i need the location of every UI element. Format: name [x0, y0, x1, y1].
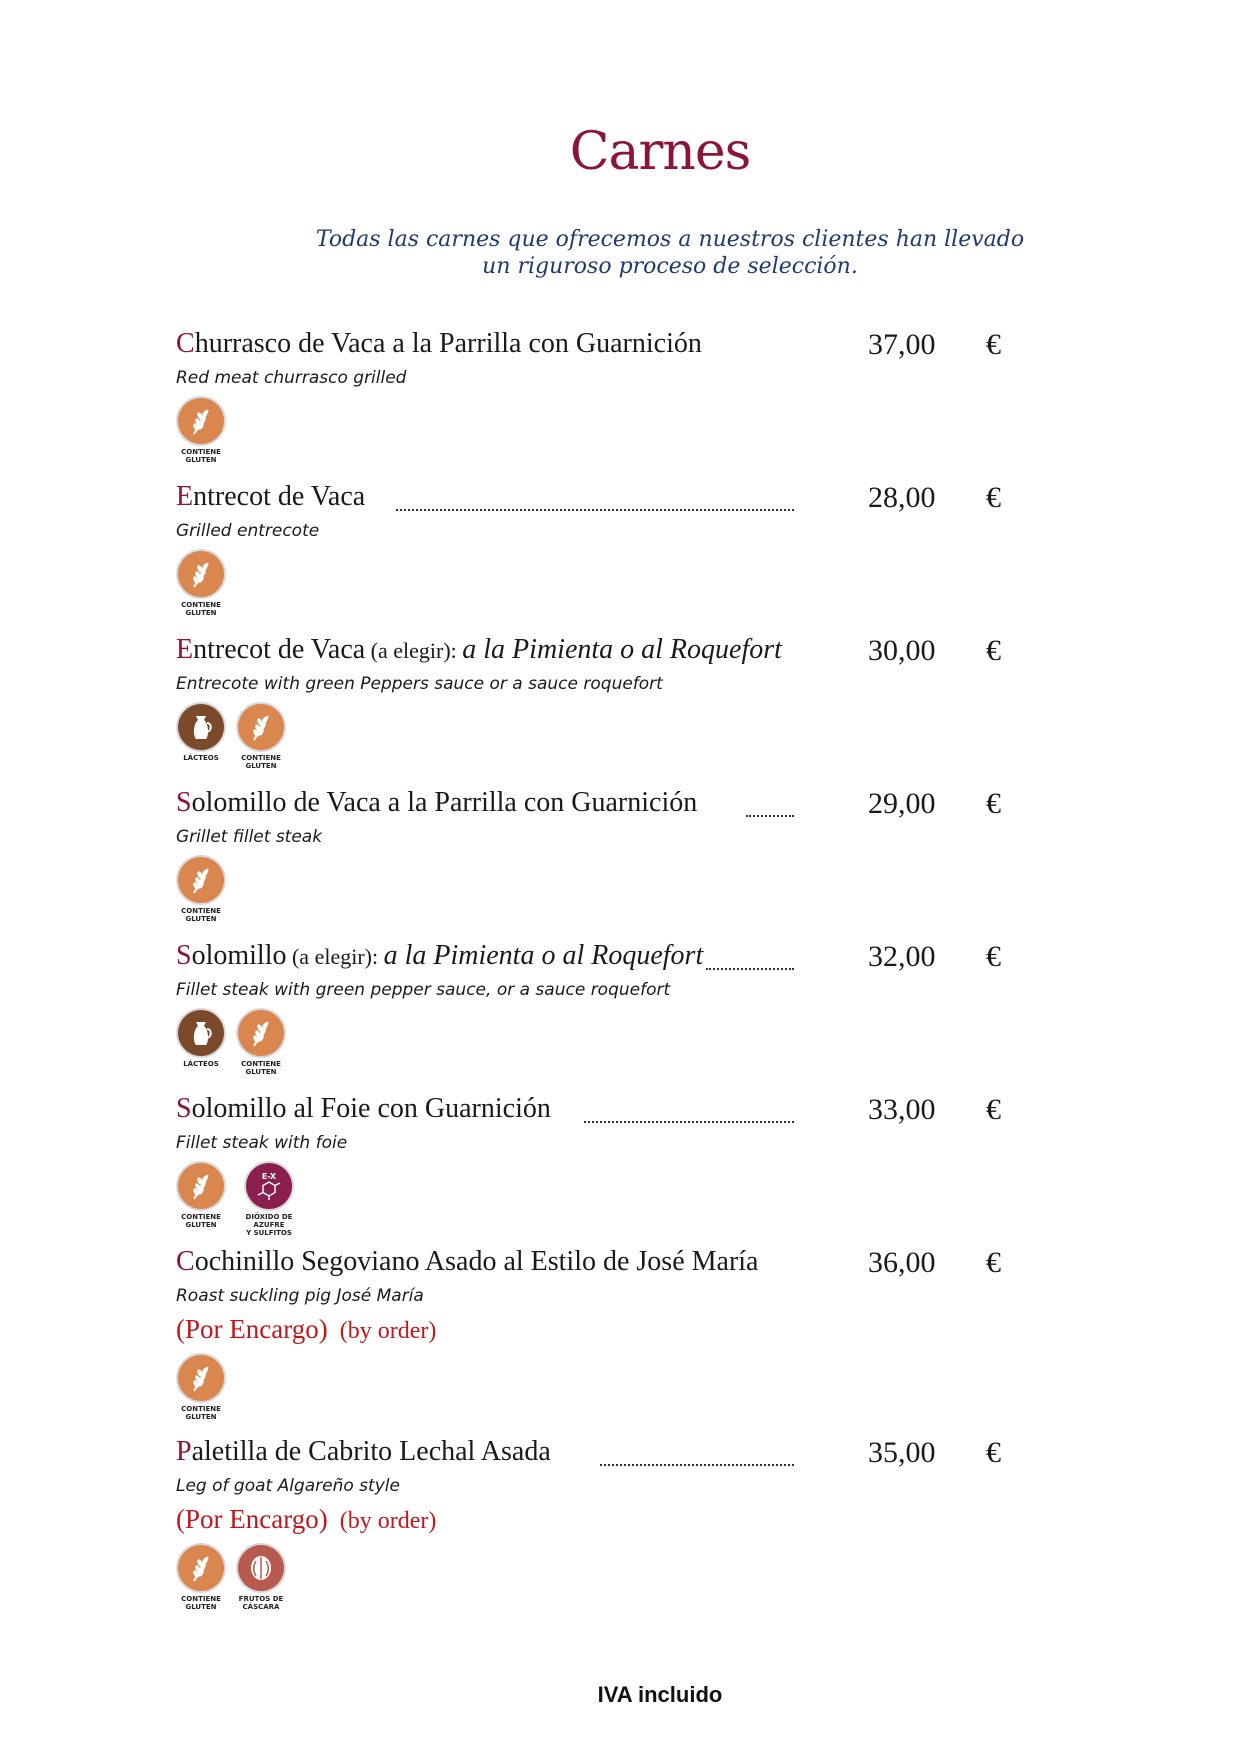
- dish-line: [176, 940, 1076, 980]
- jug-icon: [178, 704, 224, 750]
- wheat-icon: [178, 1163, 224, 1209]
- dish-line: [176, 1093, 1076, 1133]
- dot-leader: [600, 1462, 794, 1466]
- page-subtitle: [300, 226, 1040, 280]
- dish-english-name: Red meat churrasco grilled: [176, 368, 407, 388]
- currency-symbol: €: [986, 1093, 1001, 1126]
- subtitle-line-2: un riguroso proceso de selección.: [482, 254, 858, 279]
- dot-leader: [706, 966, 794, 970]
- dish-line: [176, 787, 1076, 827]
- dish-price: 35,00: [868, 1436, 936, 1469]
- allergen-label: CONTIENE GLUTEN: [241, 754, 281, 770]
- dish-initial: C: [176, 328, 195, 359]
- dish-name-rest: aletilla de Cabrito Lechal Asada: [191, 1436, 551, 1467]
- menu-item: [176, 481, 1076, 617]
- wheat-icon: [238, 704, 284, 750]
- dish-english-name: Leg of goat Algareño style: [176, 1476, 400, 1496]
- allergen-label: CONTIENE GLUTEN: [181, 448, 221, 464]
- dish-price: 33,00: [868, 1093, 936, 1126]
- order-note-es: (Por Encargo): [176, 1504, 328, 1534]
- allergen-list: [176, 551, 1076, 617]
- dish-name: [176, 481, 365, 513]
- allergen-label: LÁCTEOS: [183, 754, 219, 762]
- dish-initial: C: [176, 1246, 195, 1277]
- dish-initial: P: [176, 1436, 192, 1467]
- allergen-list: [176, 1163, 1076, 1237]
- dish-price: 36,00: [868, 1246, 936, 1279]
- allergen-label: LÁCTEOS: [183, 1060, 219, 1068]
- nut-icon: [238, 1545, 284, 1591]
- allergen-item: [176, 1545, 226, 1611]
- currency-symbol: €: [986, 328, 1001, 361]
- allergen-list: [176, 398, 1076, 464]
- allergen-list: [176, 1545, 1076, 1611]
- dot-leader: [396, 507, 794, 511]
- dish-english-name: Fillet steak with green pepper sauce, or a sauce roquefort: [176, 980, 671, 1000]
- dish-price: 29,00: [868, 787, 936, 820]
- order-note-en: (by order): [339, 1508, 437, 1534]
- jug-icon: [178, 1010, 224, 1056]
- menu-item: [176, 1246, 1076, 1421]
- dish-english-name: Roast suckling pig José María: [176, 1286, 424, 1306]
- dish-sauce-options: a la Pimienta o al Roquefort: [462, 634, 782, 665]
- dish-line: [176, 634, 1076, 674]
- allergen-label: CONTIENE GLUTEN: [181, 1405, 221, 1421]
- currency-symbol: €: [986, 940, 1001, 973]
- dish-sauce-options: a la Pimienta o al Roquefort: [383, 940, 704, 971]
- dish-name: [176, 1246, 759, 1278]
- wheat-icon: [178, 1545, 224, 1591]
- allergen-item: [236, 1545, 286, 1611]
- dish-initial: S: [176, 1093, 192, 1124]
- dish-english-name: Grilled entrecote: [176, 521, 320, 541]
- dish-name-rest: olomillo de Vaca a la Parrilla con Guarnición: [191, 787, 698, 818]
- allergen-label: CONTIENE GLUTEN: [181, 1213, 221, 1229]
- dish-name: [176, 1093, 551, 1125]
- menu-item: [176, 787, 1076, 923]
- dish-english-name: Entrecote with green Peppers sauce or a sauce roquefort: [176, 674, 663, 694]
- dish-name-rest: ntrecot de Vaca: [193, 634, 366, 665]
- dish-initial: S: [176, 940, 192, 971]
- page-title: Carnes: [569, 122, 751, 182]
- allergen-item: [236, 704, 286, 770]
- menu-item: [176, 940, 1076, 1076]
- dot-leader: [584, 1119, 794, 1123]
- dish-price: 37,00: [868, 328, 936, 361]
- dish-initial: S: [176, 787, 192, 818]
- allergen-label: FRUTOS DE CÁSCARA: [238, 1595, 284, 1611]
- dish-price: 32,00: [868, 940, 936, 973]
- currency-symbol: €: [986, 634, 1001, 667]
- currency-symbol: €: [986, 1246, 1001, 1279]
- dish-line: [176, 1246, 1076, 1286]
- allergen-label: CONTIENE GLUTEN: [181, 1595, 221, 1611]
- dish-price: 30,00: [868, 634, 936, 667]
- wheat-icon: [178, 551, 224, 597]
- allergen-item: [176, 857, 226, 923]
- allergen-list: [176, 857, 1076, 923]
- dish-price: 28,00: [868, 481, 936, 514]
- dish-line: [176, 328, 1076, 368]
- allergen-list: [176, 704, 1076, 770]
- allergen-item: [176, 1355, 226, 1421]
- dish-name: [176, 1436, 551, 1468]
- order-note-en: (by order): [339, 1318, 437, 1344]
- allergen-list: [176, 1010, 1076, 1076]
- dish-english-name: Fillet steak with foie: [176, 1133, 348, 1153]
- allergen-list: [176, 1355, 1076, 1421]
- allergen-item: [176, 551, 226, 617]
- dish-initial: E: [176, 634, 194, 665]
- tax-note: IVA incluido: [597, 1682, 723, 1707]
- dish-initial: E: [176, 481, 194, 512]
- menu-item: [176, 634, 1076, 770]
- dish-english-name: Grillet fillet steak: [176, 827, 323, 847]
- wheat-icon: [178, 857, 224, 903]
- dish-name-rest: olomillo al Foie con Guarnición: [191, 1093, 551, 1124]
- subtitle-line-1: Todas las carnes que ofrecemos a nuestros clientes han llevado: [315, 227, 1025, 252]
- allergen-label: CONTIENE GLUTEN: [181, 907, 221, 923]
- dish-name: [176, 328, 702, 360]
- dish-name-rest: olomillo: [191, 940, 287, 971]
- dish-name-rest: ntrecot de Vaca: [193, 481, 366, 512]
- svg-text:E-X: E-X: [261, 1172, 277, 1181]
- dot-leader: [746, 813, 794, 817]
- wheat-icon: [178, 1355, 224, 1401]
- allergen-item: [176, 398, 226, 464]
- allergen-item: [236, 1010, 286, 1076]
- menu-item: [176, 328, 1076, 464]
- allergen-item: [176, 704, 226, 770]
- allergen-label: CONTIENE GLUTEN: [181, 601, 221, 617]
- allergen-label: DIÓXIDO DE AZUFRE Y SULFITOS: [245, 1213, 293, 1237]
- dish-name: [176, 634, 782, 666]
- currency-symbol: €: [986, 481, 1001, 514]
- dish-choice-label: (a elegir):: [365, 638, 463, 663]
- dish-name: [176, 940, 703, 972]
- wheat-icon: [178, 398, 224, 444]
- dish-choice-label: (a elegir):: [286, 944, 384, 969]
- currency-symbol: €: [986, 787, 1001, 820]
- dish-line: [176, 481, 1076, 521]
- dish-name-rest: hurrasco de Vaca a la Parrilla con Guarnición: [194, 328, 702, 359]
- allergen-item: [236, 1163, 302, 1237]
- molecule-icon: [246, 1163, 292, 1209]
- dish-name-rest: ochinillo Segoviano Asado al Estilo de José María: [194, 1246, 759, 1277]
- wheat-icon: [238, 1010, 284, 1056]
- dish-line: [176, 1436, 1076, 1476]
- order-note-es: (Por Encargo): [176, 1314, 328, 1344]
- allergen-label: CONTIENE GLUTEN: [241, 1060, 281, 1076]
- menu-item: [176, 1093, 1076, 1237]
- order-note: [176, 1314, 1076, 1345]
- allergen-item: [176, 1010, 226, 1076]
- dish-name: [176, 787, 697, 819]
- order-note: [176, 1504, 1076, 1535]
- allergen-item: [176, 1163, 226, 1237]
- currency-symbol: €: [986, 1436, 1001, 1469]
- menu-item: [176, 1436, 1076, 1611]
